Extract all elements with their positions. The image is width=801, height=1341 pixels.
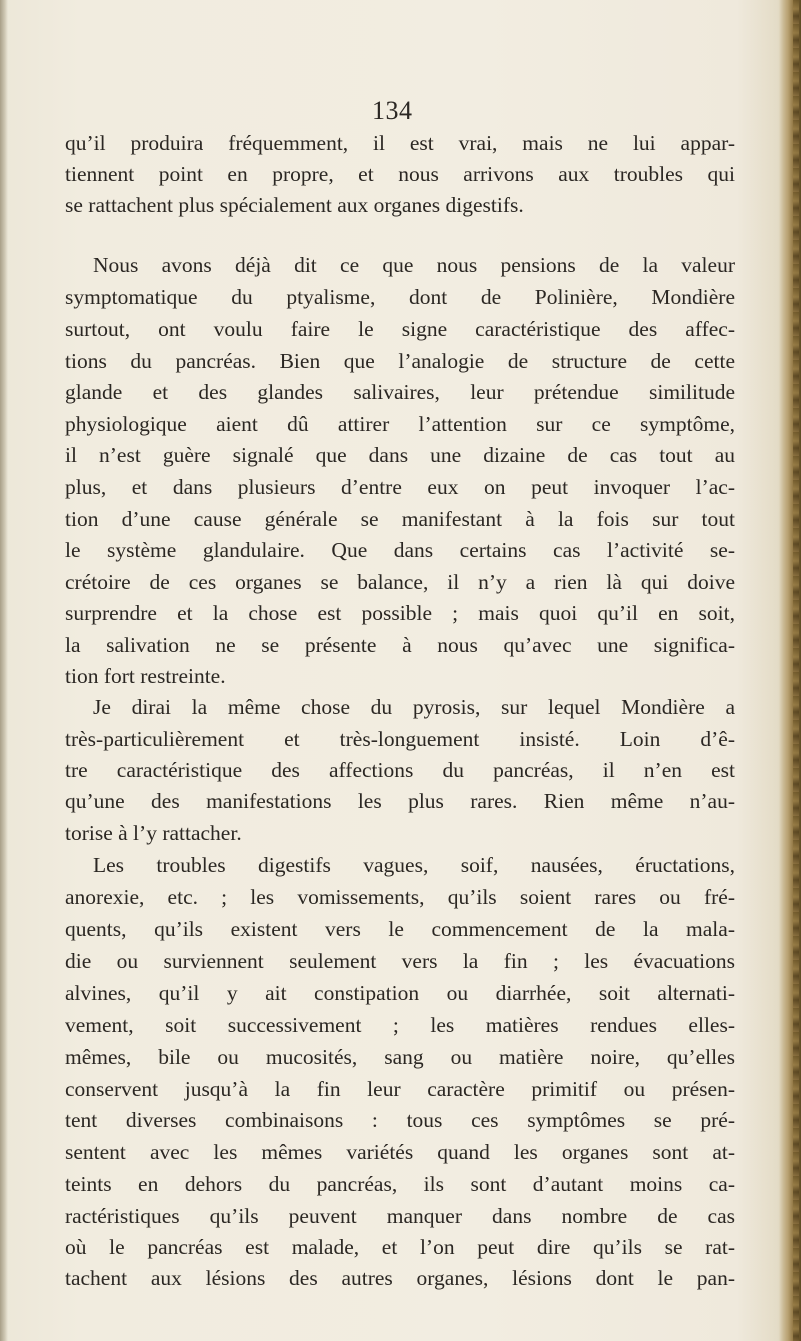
text-line: mêmes, bile ou mucosités, sang ou matière noire, qu’elles xyxy=(65,1045,735,1069)
text-line: vement, soit successivement ; les matières rendues elles- xyxy=(65,1013,735,1037)
text-line: qu’il produira fréquemment, il est vrai, mais ne lui appar- xyxy=(65,131,735,155)
text-line: tion d’une cause générale se manifestant à la fois sur tout xyxy=(65,507,735,531)
text-line: tiennent point en propre, et nous arrivons aux troubles qui xyxy=(65,162,735,186)
text-line: plus, et dans plusieurs d’entre eux on peut invoquer l’ac- xyxy=(65,475,735,499)
text-line: crétoire de ces organes se balance, il n’y a rien là qui doive xyxy=(65,570,735,594)
text-line: qu’une des manifestations les plus rares. Rien même n’au- xyxy=(65,789,735,813)
text-line: très-particulièrement et très-longuement insisté. Loin d’ê- xyxy=(65,727,735,751)
paragraph-start-line: Je dirai la même chose du pyrosis, sur lequel Mondière a xyxy=(93,695,735,719)
text-line: où le pancréas est malade, et l’on peut dire qu’ils se rat- xyxy=(65,1235,735,1259)
page-left-edge xyxy=(0,0,8,1341)
text-line: la salivation ne se présente à nous qu’avec une significa- xyxy=(65,633,735,657)
text-line: tre caractéristique des affections du pancréas, il n’en est xyxy=(65,758,735,782)
text-line: anorexie, etc. ; les vomissements, qu’ils soient rares ou fré- xyxy=(65,885,735,909)
text-line: symptomatique du ptyalisme, dont de Polinière, Mondière xyxy=(65,285,735,309)
text-line: tachent aux lésions des autres organes, lésions dont le pan- xyxy=(65,1266,735,1290)
text-line: sentent avec les mêmes variétés quand les organes sont at- xyxy=(65,1140,735,1164)
text-line: alvines, qu’il y ait constipation ou diarrhée, soit alternati- xyxy=(65,981,735,1005)
book-binding-edge xyxy=(779,0,801,1341)
text-line: tions du pancréas. Bien que l’analogie de structure de cette xyxy=(65,349,735,373)
page-number: 134 xyxy=(372,96,413,125)
paragraph-start-line: Nous avons déjà dit ce que nous pensions de la valeur xyxy=(93,253,735,277)
text-line: glande et des glandes salivaires, leur prétendue similitude xyxy=(65,380,735,404)
text-line: torise à l’y rattacher. xyxy=(65,821,242,845)
text-line: physiologique aient dû attirer l’attention sur ce symptôme, xyxy=(65,412,735,436)
text-line: quents, qu’ils existent vers le commencement de la mala- xyxy=(65,917,735,941)
paragraph-start-line: Les troubles digestifs vagues, soif, nausées, éructations, xyxy=(93,853,735,877)
text-line: die ou surviennent seulement vers la fin ; les évacuations xyxy=(65,949,735,973)
text-line: se rattachent plus spécialement aux organes digestifs. xyxy=(65,193,524,217)
text-line: surtout, ont voulu faire le signe caractéristique des affec- xyxy=(65,317,735,341)
text-line: le système glandulaire. Que dans certains cas l’activité se- xyxy=(65,538,735,562)
text-line: teints en dehors du pancréas, ils sont d’autant moins ca- xyxy=(65,1172,735,1196)
text-line: tent diverses combinaisons : tous ces symptômes se pré- xyxy=(65,1108,735,1132)
text-line: tion fort restreinte. xyxy=(65,664,226,688)
text-line: surprendre et la chose est possible ; mais quoi qu’il en soit, xyxy=(65,601,735,625)
text-line: conservent jusqu’à la fin leur caractère primitif ou présen- xyxy=(65,1077,735,1101)
text-line: ractéristiques qu’ils peuvent manquer dans nombre de cas xyxy=(65,1204,735,1228)
text-line: il n’est guère signalé que dans une dizaine de cas tout au xyxy=(65,443,735,467)
